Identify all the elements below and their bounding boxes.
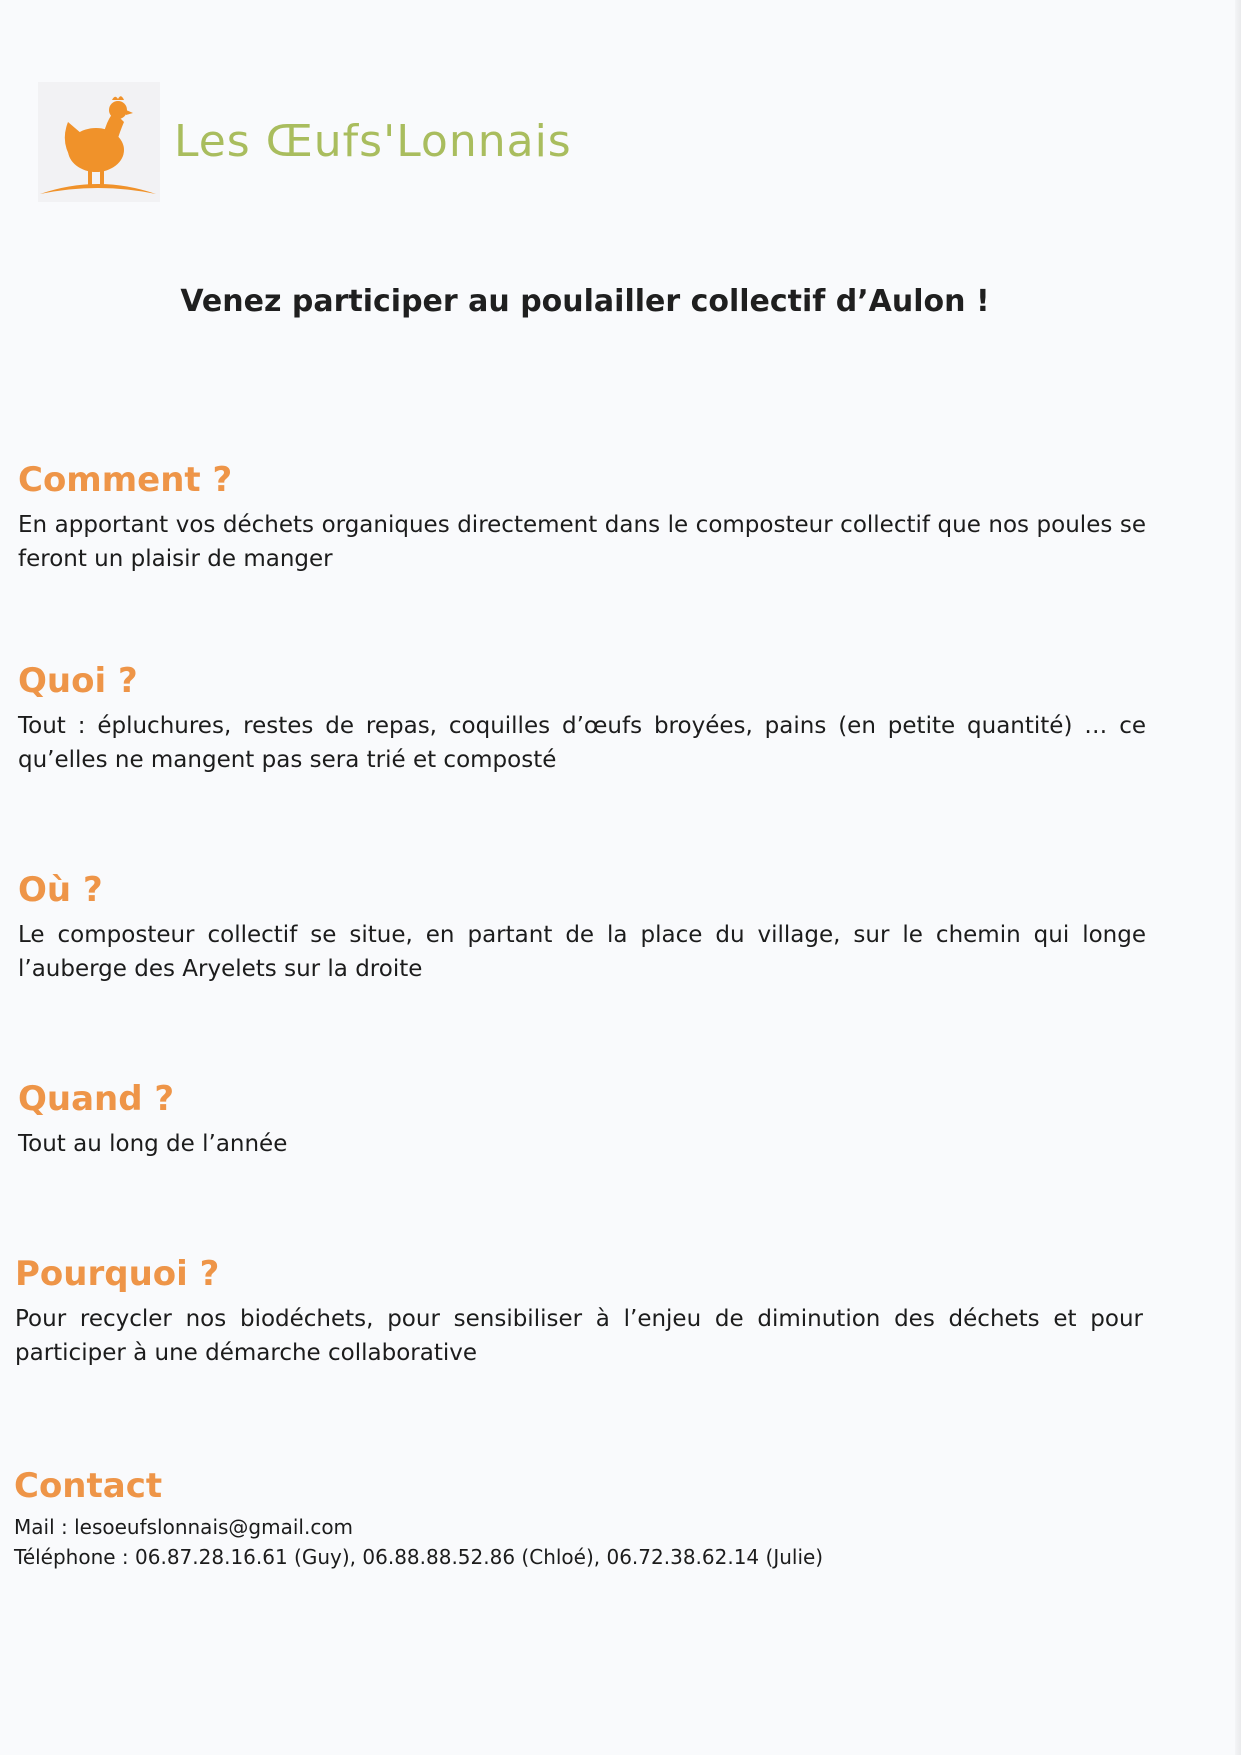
section-body: Tout au long de l’année	[18, 1131, 288, 1157]
page-title: Venez participer au poulailler collectif d’Aulon !	[180, 284, 990, 319]
section-body: Pour recycler nos biodéchets, pour sensibiliser à l’enjeu de diminution des déchets et pour participer à une démarche collaborative	[15, 1306, 1143, 1366]
section-quand	[18, 1077, 1146, 1161]
section-heading: Où ?	[18, 870, 103, 910]
page-edge	[1235, 0, 1241, 1755]
section-comment	[18, 458, 1146, 576]
section-heading: Pourquoi ?	[15, 1254, 220, 1294]
contact-heading: Contact	[14, 1466, 163, 1506]
section-body: Le composteur collectif se situe, en partant de la place du village, sur le chemin qui longe l’auberge des Aryelets sur la droite	[18, 922, 1146, 982]
section-contact	[14, 1464, 1142, 1572]
section-body: Tout : épluchures, restes de repas, coquilles d’œufs broyées, pains (en petite quantité) … ce qu’elles ne mangent pas sera trié et composté	[18, 713, 1146, 773]
section-heading: Comment ?	[18, 460, 233, 500]
section-body: En apportant vos déchets organiques directement dans le composteur collectif que nos poules se feront un plaisir de manger	[18, 512, 1146, 572]
section-heading: Quoi ?	[18, 661, 138, 701]
logo	[38, 82, 160, 202]
section-ou	[18, 868, 1146, 986]
section-pourquoi	[15, 1252, 1143, 1370]
section-quoi	[18, 659, 1146, 777]
contact-phone: Téléphone : 06.87.28.16.61 (Guy), 06.88.88.52.86 (Chloé), 06.72.38.62.14 (Julie)	[14, 1545, 824, 1569]
contact-mail: Mail : lesoeufslonnais@gmail.com	[14, 1515, 354, 1539]
brand-name: Les Œufs'Lonnais	[174, 116, 572, 167]
hen-icon	[38, 82, 160, 202]
section-heading: Quand ?	[18, 1079, 175, 1119]
